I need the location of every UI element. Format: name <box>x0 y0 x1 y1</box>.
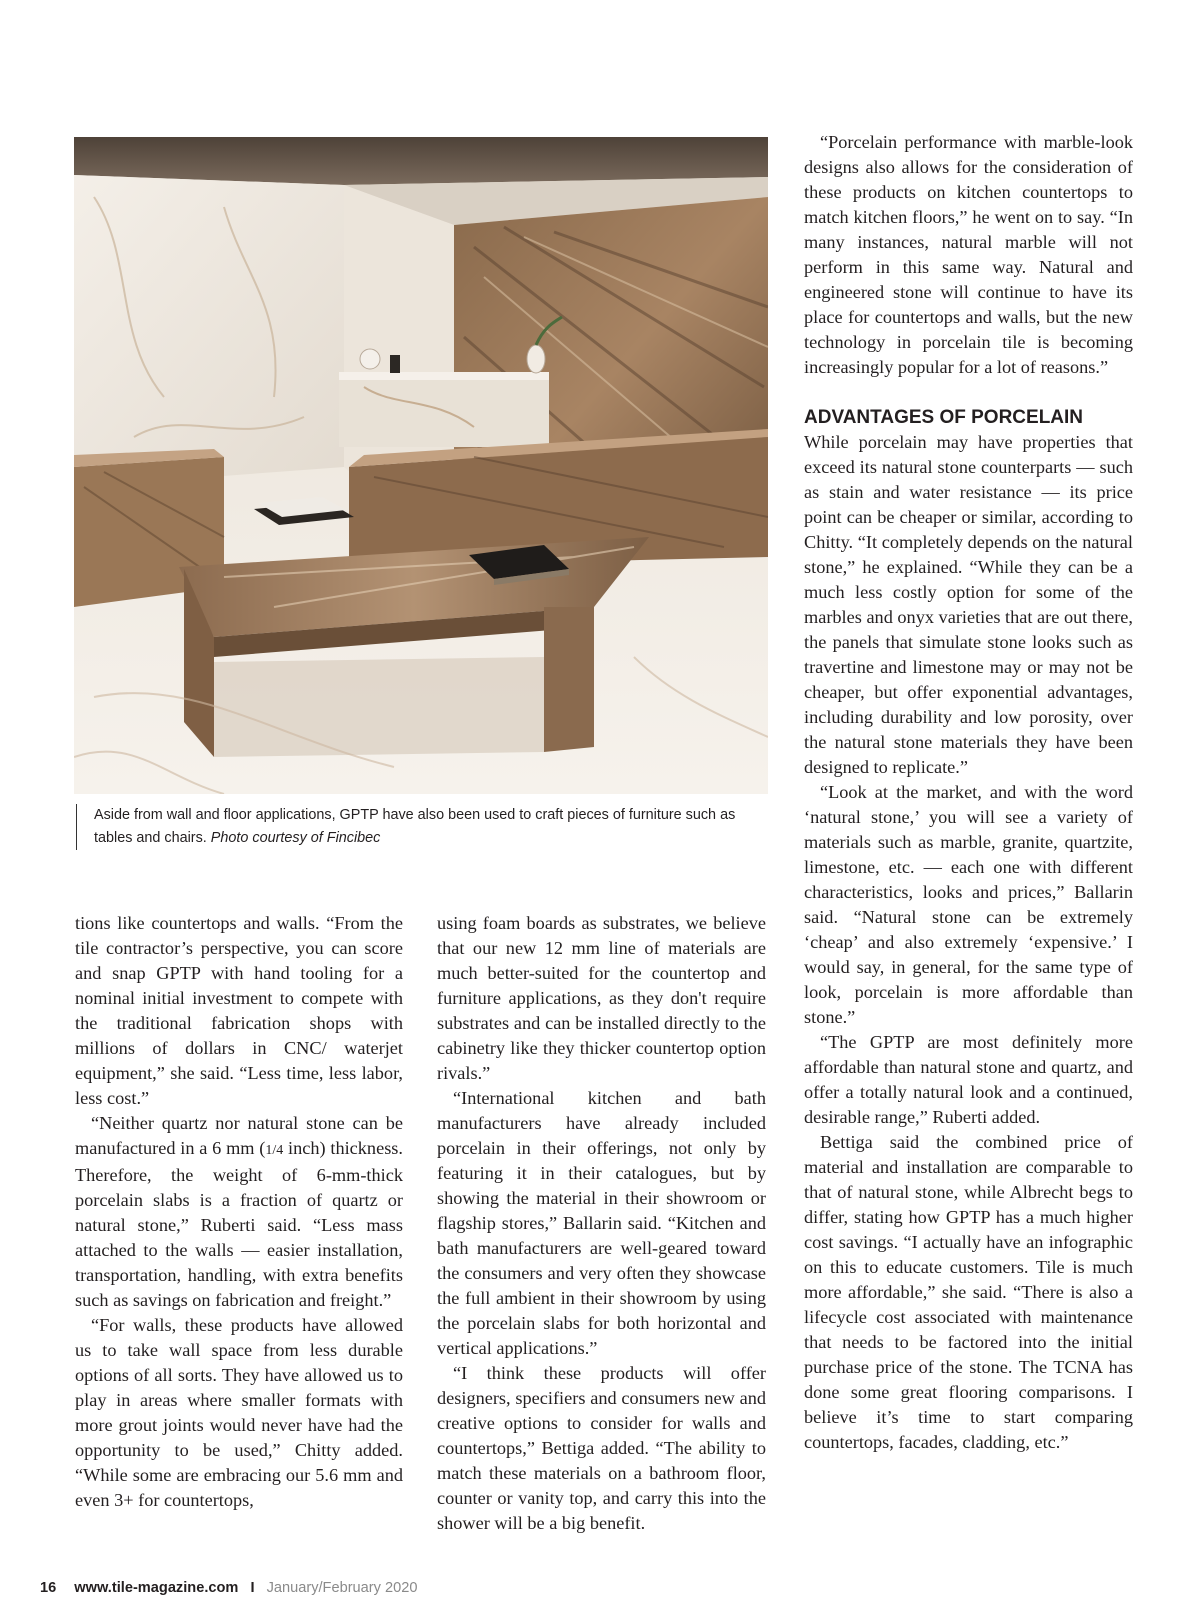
paragraph: Bettiga said the combined price of material and installation are comparable to that of natural stone, while Albrecht begs to differ, stating how GPTP has a much higher cost savings. “I actually have an infographic on this to educate customers. Tile is much more affordable,” she said. “There is also a lifecycle cost associated with maintenance that needs to be factored into the initial purchase price of the stone. The TCNA has done some great flooring comparisons. I believe it’s time to start comparing countertops, facades, cladding, etc.” <box>804 1132 1133 1452</box>
paragraph-text: inch) thickness. Therefore, the weight of 6-mm-thick porcelain slabs is a fraction of quartz or natural stone,” Ruberti said. “Less mass attached to the walls — easier installation, transportation, handling, with extra benefits such as savings on fabrication and freight.” <box>75 1138 403 1310</box>
article-column-3 <box>804 130 1133 1455</box>
page-number: 16 <box>40 1580 57 1596</box>
article-column-1 <box>75 911 403 1513</box>
photo-caption <box>76 804 774 850</box>
paragraph: “Look at the market, and with the word ‘natural stone,’ you will see a variety of materials such as marble, granite, quartzite, limestone, etc. — each one with different characteristics, looks and prices,” Ballarin said. “Natural stone can be extremely ‘cheap’ and also extremely ‘expensive.’ I would say, in general, for the same type of look, porcelain is more affordable than stone.” <box>804 782 1133 1027</box>
page-footer <box>40 1580 417 1596</box>
fraction: 1/4 <box>265 1143 284 1158</box>
paragraph: “International kitchen and bath manufacturers have already included porcelain in their offerings, not only by featuring it in their catalogues, but by showing the material in their showroom or flagship stores,” Ballarin said. “Kitchen and bath manufacturers are well-geared toward the consumers and very often they showcase the full ambient in their showroom by using the porcelain slabs for both horizontal and vertical applications.” <box>437 1088 766 1358</box>
magazine-url[interactable]: www.tile-magazine.com <box>74 1580 239 1596</box>
paragraph: tions like countertops and walls. “From the tile contractor’s perspective, you can score and snap GPTP with hand tooling for a nominal initial investment to compete with the traditional fabrication shops with millions of dollars in CNC/ waterjet equipment,” she said. “Less time, less labor, less cost.” <box>75 913 403 1108</box>
section-heading: ADVANTAGES OF PORCELAIN <box>804 407 1084 428</box>
paragraph: using foam boards as substrates, we believe that our new 12 mm line of materials are much better-suited for the countertop and furniture applications, as they don't require substrates and can be installed directly to the cabinetry like they thicker countertop option rivals.” <box>437 913 766 1083</box>
paragraph: “Porcelain performance with marble-look designs also allows for the consideration of these products on kitchen countertops to match kitchen floors,” he went on to say. “In many instances, natural marble will not perform in this same way. Natural and engineered stone will continue to have its place for countertops and walls, but the new technology in porcelain tile is becoming increasingly popular for a lot of reasons.” <box>804 132 1133 377</box>
paragraph: “I think these products will offer designers, specifiers and consumers new and creative options to consider for walls and countertops,” Bettiga added. “The ability to match these materials on a bathroom floor, counter or vanity top, and carry this into the shower will be a big benefit. <box>437 1363 766 1533</box>
paragraph: “The GPTP are most definitely more affordable than natural stone and quartz, and offer a totally natural look and a continued, desirable range,” Ruberti added. <box>804 1032 1133 1127</box>
paragraph: “For walls, these products have allowed us to take wall space from less durable options of all sorts. They have allowed us to play in areas where smaller formats with more grout joints would never have had the opportunity to be used,” Chitty added. “While some are embracing our 5.6 mm and even 3+ for countertops, <box>75 1315 403 1510</box>
marble-room-illustration <box>74 137 768 794</box>
paragraph: While porcelain may have properties that exceed its natural stone counterparts — such as stain and water resistance — its price point can be cheaper or similar, according to Chitty. “It completely depends on the natural stone,” he explained. “While they can be a much less costly option for some of the marbles and onyx varieties that are out there, the panels that simulate stone looks such as travertine and limestone may or may not be cheaper, but offer exponential advantages, including durability and low porosity, over the natural stone materials they have been designed to replicate.” <box>804 432 1133 777</box>
article-column-2 <box>437 911 766 1536</box>
footer-separator: I <box>250 1580 255 1596</box>
paragraph-text: “Neither quartz nor natural stone can be manufactured in a 6 mm ( <box>75 1113 403 1158</box>
issue-date: January/February 2020 <box>266 1580 418 1596</box>
caption-text: Aside from wall and floor applications, GPTP have also been used to craft pieces of furniture such as tables and chairs. <box>94 807 736 846</box>
paragraph <box>75 1111 403 1313</box>
article-photo <box>74 137 768 794</box>
photo-credit: Photo courtesy of Fincibec <box>210 830 381 846</box>
